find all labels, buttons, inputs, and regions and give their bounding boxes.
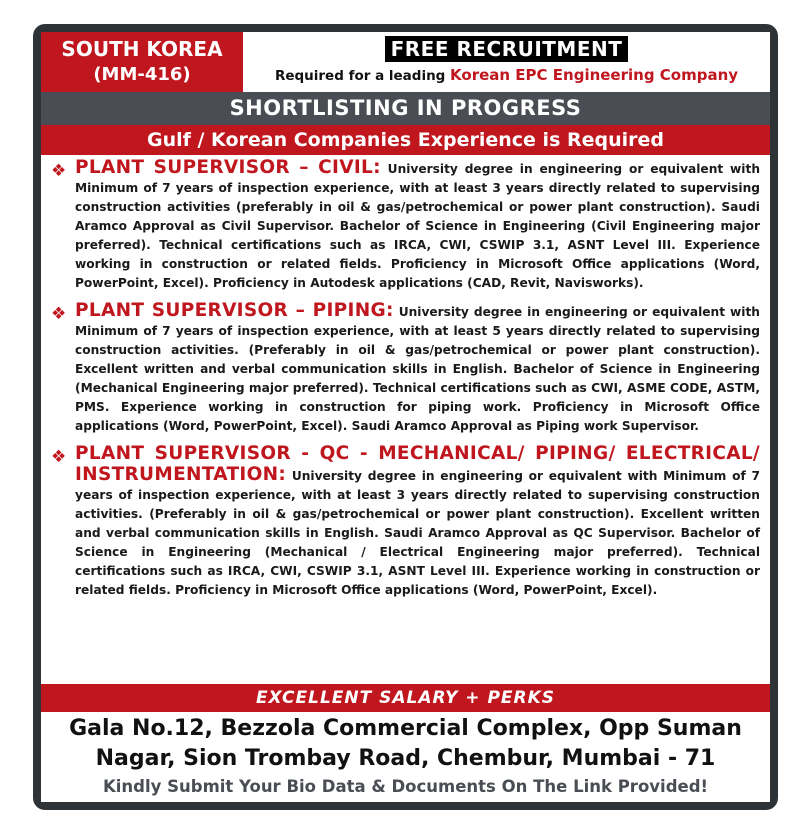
address <box>41 714 770 774</box>
required-prefix: Required for a leading <box>274 68 451 84</box>
job-text <box>75 444 760 600</box>
job-description: University degree in engineering or equivalent with Minimum of 7 years of inspection experience, with at least 5 years directly related to supervising construction activities. (Preferably in oil & gas/petrochemical or power plant construction). Excellent written and verbal communication skills in English. Bachelor of Science in Engineering (Mechanical Engineering major preferred). Technical certifications such as CWI, ASME CODE, ASTM, PMS. Experience working in construction for piping work. Proficiency in Microsoft Office applications (Word, PowerPoint, Excel). Saudi Aramco Approval as Piping work Supervisor. <box>75 305 760 433</box>
country-title: SOUTH KOREA <box>61 37 223 61</box>
address-line-2: Nagar, Sion Trombay Road, Chembur, Mumbai - 71 <box>95 746 716 771</box>
salary-banner: EXCELLENT SALARY + PERKS <box>41 684 770 712</box>
job-item-piping <box>41 301 770 436</box>
diamond-bullet-icon: ❖ <box>51 304 67 324</box>
job-title: PLANT SUPERVISOR – PIPING: <box>75 300 394 321</box>
job-item-civil <box>41 158 770 293</box>
shortlisting-banner: SHORTLISTING IN PROGRESS <box>41 92 770 125</box>
job-text <box>75 158 760 293</box>
submit-instruction: Kindly Submit Your Bio Data & Documents On The Link Provided! <box>102 777 709 796</box>
job-item-qc <box>41 444 770 600</box>
header-right <box>243 32 770 92</box>
job-description: University degree in engineering or equivalent with Minimum of 7 years of inspection experience, with at least 3 years directly related to supervising construction activities. (Preferably in oil & gas/petrochemical or power plant construction). Excellent written and verbal communication skills in English. Saudi Aramco Approval as QC Supervisor. Bachelor of Science in Engineering (Mechanical / Electrical Engineering major preferred). Technical certifications such as IRCA, CWI, CSWIP 3.1, ASNT Level III. Experience working in construction or related fields. Proficiency in Microsoft Office applications (Word, PowerPoint, Excel). <box>75 469 760 597</box>
diamond-bullet-icon: ❖ <box>51 161 67 181</box>
experience-banner: Gulf / Korean Companies Experience is Required <box>41 125 770 155</box>
country-box <box>41 32 243 92</box>
job-title: PLANT SUPERVISOR – CIVIL: <box>75 157 381 178</box>
address-line-1: Gala No.12, Bezzola Commercial Complex, Opp Suman <box>69 716 742 741</box>
job-code: (MM-416) <box>93 64 191 85</box>
job-title: PLANT SUPERVISOR - QC - MECHANICAL/ PIPING/ ELECTRICAL/ INSTRUMENTATION: <box>75 443 760 485</box>
required-line <box>243 66 770 84</box>
free-recruitment-label: FREE RECRUITMENT <box>385 36 629 62</box>
poster <box>41 32 770 802</box>
job-text <box>75 301 760 436</box>
job-description: University degree in engineering or equivalent with Minimum of 7 years of inspection experience, with at least 3 years directly related to supervising construction activities (preferably in oil & gas/petrochemical or power plant construction). Saudi Aramco Approval as Civil Supervisor. Bachelor of Science in Engineering (Civil Engineering major preferred). Technical certifications such as IRCA, CWI, CSWIP 3.1, ASNT Level III. Experience working in construction or related fields. Proficiency in Microsoft Office applications (Word, PowerPoint, Excel). Proficiency in Autodesk applications (CAD, Revit, Navisworks). <box>75 162 760 290</box>
company-name: Korean EPC Engineering Company <box>450 66 739 84</box>
job-list <box>41 158 770 608</box>
diamond-bullet-icon: ❖ <box>51 447 67 467</box>
